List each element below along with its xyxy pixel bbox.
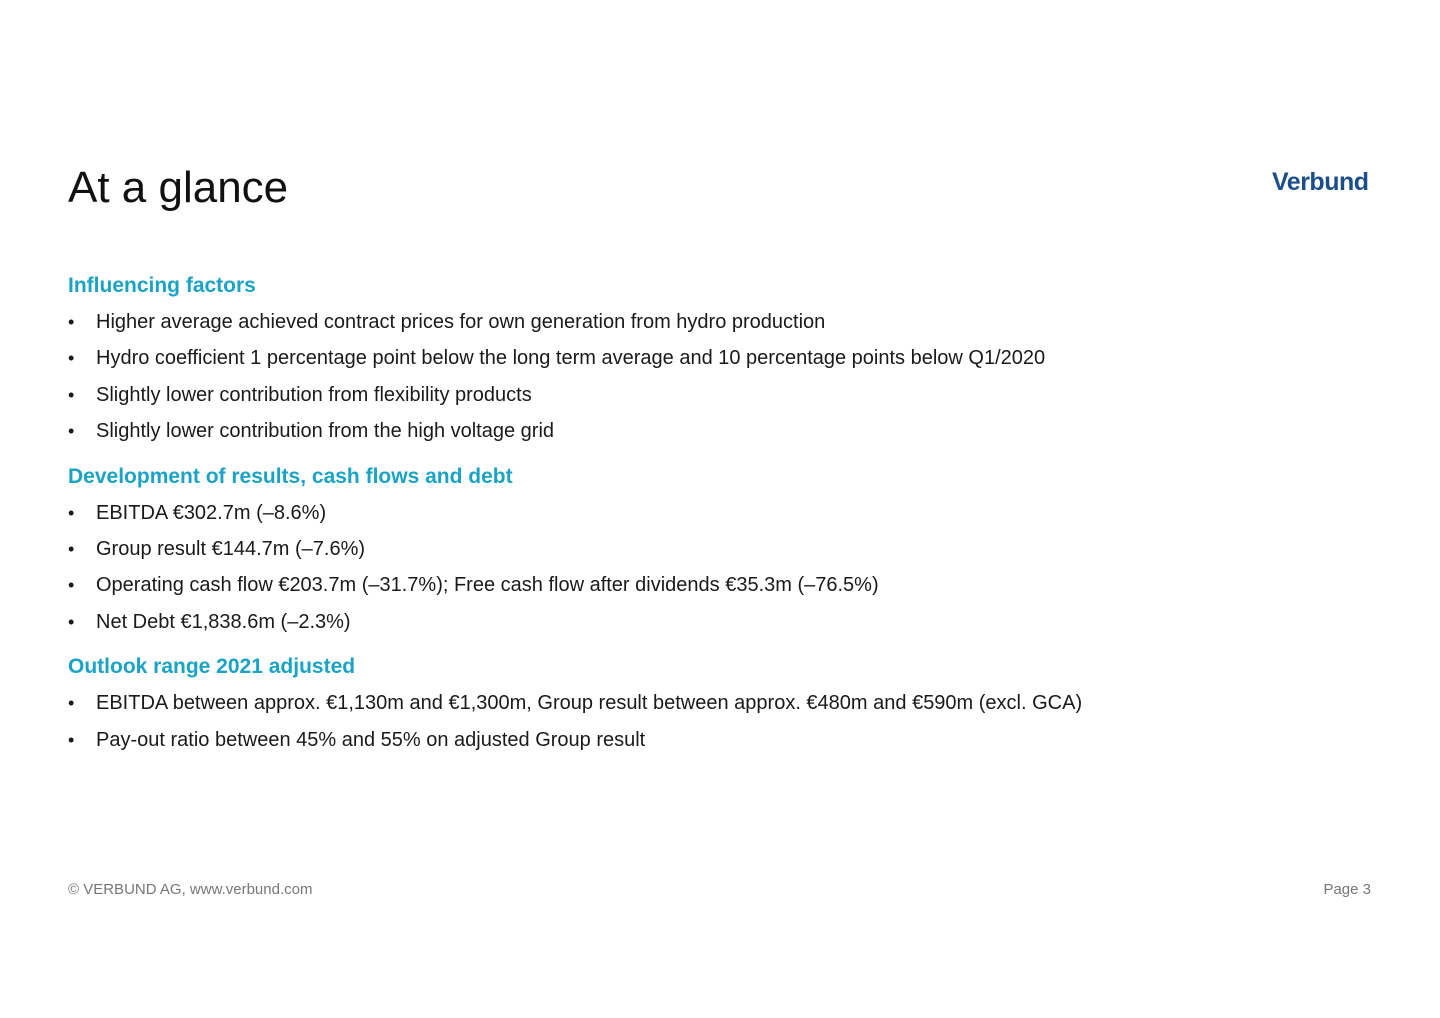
bullet-icon: • [68, 421, 75, 442]
slide-content [68, 268, 1388, 758]
list-item [68, 495, 1388, 531]
list-item-text: Higher average achieved contract prices for own generation from hydro production [96, 311, 826, 333]
section-heading: Outlook range 2021 adjusted [68, 655, 356, 679]
list-item-text: Group result €144.7m (–7.6%) [96, 537, 366, 560]
list-item-text: EBITDA €302.7m (–8.6%) [96, 501, 327, 524]
page-number: Page 3 [1323, 881, 1371, 898]
list-item-text: Slightly lower contribution from flexibility products [96, 383, 532, 406]
bullet-icon: • [68, 575, 75, 596]
list-item [68, 567, 1388, 603]
list-item [68, 685, 1388, 721]
list-item [68, 340, 1388, 376]
list-item [68, 722, 1388, 758]
page-title: At a glance [68, 163, 289, 212]
list-item [68, 413, 1388, 449]
bullet-list [68, 304, 1388, 450]
list-item-text: Operating cash flow €203.7m (–31.7%); Free cash flow after dividends €35.3m (–76.5%) [96, 574, 879, 597]
section-development-of-results [68, 459, 1388, 641]
bullet-icon: • [68, 384, 75, 405]
list-item-text: Pay-out ratio between 45% and 55% on adjusted Group result [96, 728, 646, 751]
section-outlook-range [68, 649, 1388, 758]
bullet-icon: • [68, 348, 75, 369]
list-item [68, 377, 1388, 413]
list-item [68, 304, 1388, 340]
list-item-text: EBITDA between approx. €1,130m and €1,300m, Group result between approx. €480m and €590m (excl. GCA) [96, 692, 1083, 715]
list-item-text: Net Debt €1,838.6m (–2.3%) [96, 610, 351, 633]
footer-copyright: © VERBUND AG, www.verbund.com [68, 881, 313, 898]
list-item-text: Hydro coefficient 1 percentage point below the long term average and 10 percentage points below Q1/2020 [96, 347, 1046, 370]
bullet-icon: • [68, 502, 75, 523]
bullet-icon: • [68, 312, 75, 332]
section-influencing-factors [68, 268, 1388, 450]
bullet-icon: • [68, 729, 75, 750]
bullet-list [68, 495, 1388, 641]
bullet-list [68, 685, 1388, 758]
section-heading: Influencing factors [68, 274, 256, 297]
verbund-logo: Verbund [1272, 168, 1369, 196]
bullet-icon: • [68, 611, 75, 632]
list-item [68, 531, 1388, 567]
section-heading: Development of results, cash flows and debt [68, 464, 513, 488]
bullet-icon: • [68, 693, 75, 714]
bullet-icon: • [68, 538, 75, 559]
list-item [68, 604, 1388, 640]
list-item-text: Slightly lower contribution from the high voltage grid [96, 420, 555, 443]
